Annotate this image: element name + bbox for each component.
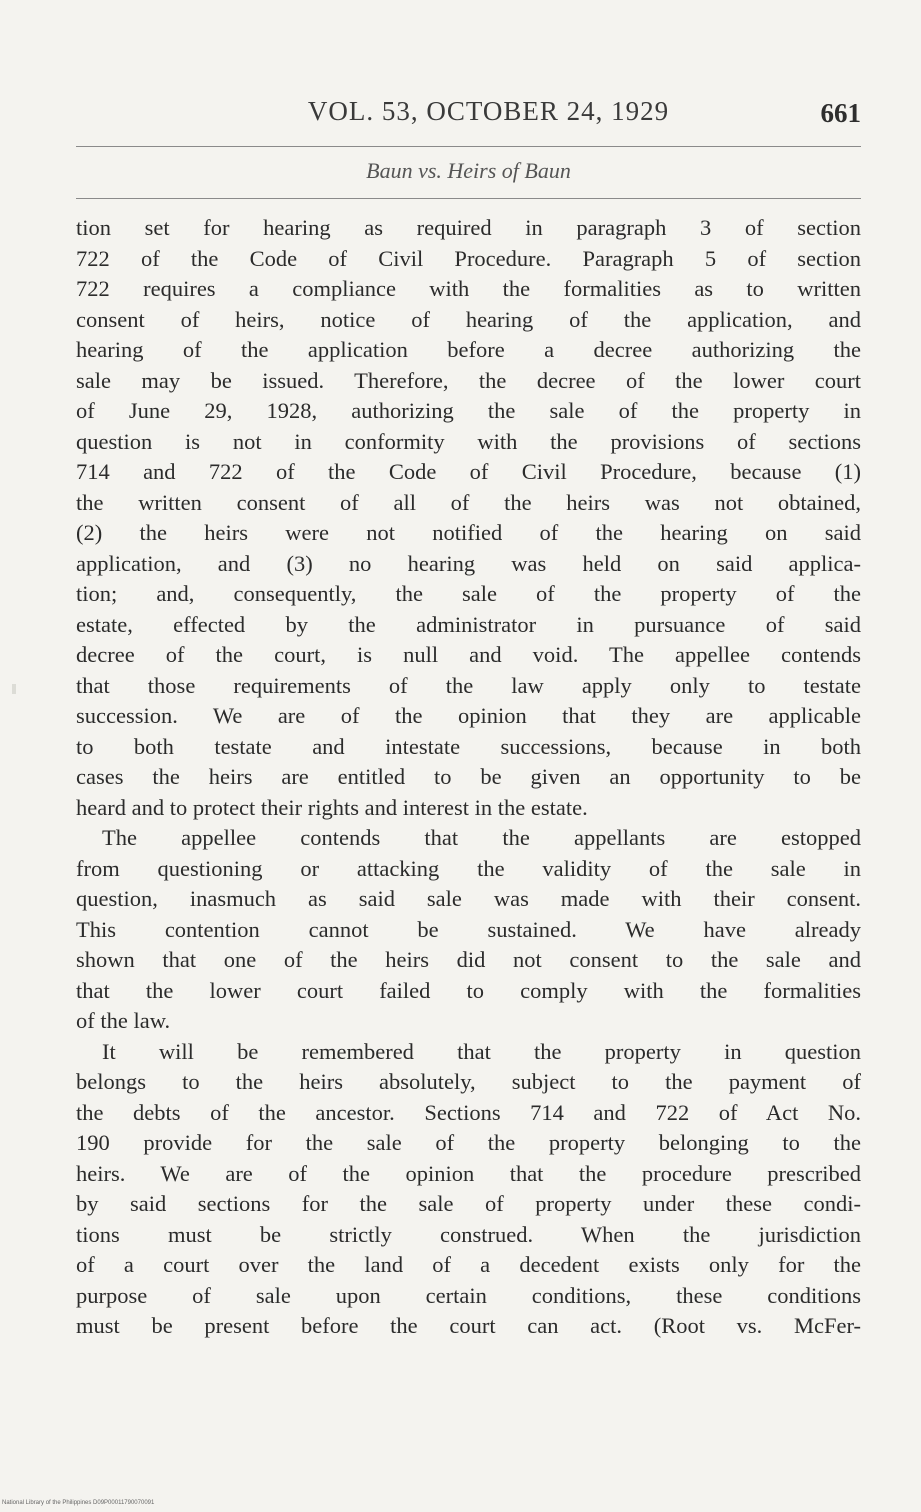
paragraph-start-line: The appellee contends that the appellants are estopped — [102, 825, 861, 850]
text-line: application, and (3) no hearing was held on said applica- — [76, 550, 861, 576]
scan-speck — [12, 684, 16, 694]
header-rule-top — [76, 146, 861, 147]
text-line: 722 requires a compliance with the formalities as to written — [76, 276, 861, 301]
text-line: the debts of the ancestor. Sections 714 and 722 of Act No. — [76, 1099, 861, 1125]
text-line: belongs to the heirs absolutely, subject to the payment of — [76, 1069, 861, 1094]
text-line: cases the heirs are entitled to be given an opportunity to be — [76, 764, 861, 789]
case-title: Baun vs. Heirs of Baun — [366, 158, 571, 183]
text-line: tions must be strictly construed. When the jurisdiction — [76, 1221, 861, 1247]
text-line: the written consent of all of the heirs was not obtained, — [76, 489, 861, 515]
text-line: tion set for hearing as required in paragraph 3 of section — [76, 215, 861, 240]
page-number: 661 — [820, 98, 861, 128]
paragraph-end-line: of the law. — [76, 1008, 171, 1033]
text-line: question is not in conformity with the provisions of sections — [76, 428, 861, 454]
text-line: shown that one of the heirs did not consent to the sale and — [76, 947, 861, 972]
text-line: from questioning or attacking the validity of the sale in — [76, 855, 861, 881]
text-line: that those requirements of the law apply only to testate — [76, 672, 861, 698]
paragraph-start-line: It will be remembered that the property in question — [102, 1038, 861, 1064]
text-line: succession. We are of the opinion that they are applicable — [76, 703, 861, 728]
text-line: consent of heirs, notice of hearing of the application, and — [76, 306, 861, 332]
text-line: sale may be issued. Therefore, the decree of the lower court — [76, 367, 861, 393]
paragraph-end-line: heard and to protect their rights and interest in the estate. — [76, 794, 588, 820]
text-line: that the lower court failed to comply with the formalities — [76, 977, 861, 1003]
text-line: purpose of sale upon certain conditions, these conditions — [76, 1282, 861, 1308]
volume-date-heading: VOL. 53, OCTOBER 24, 1929 — [307, 96, 670, 126]
text-line: This contention cannot be sustained. We have already — [76, 916, 861, 942]
text-line: of June 29, 1928, authorizing the sale of the property in — [76, 398, 861, 423]
text-line: tion; and, consequently, the sale of the property of the — [76, 581, 861, 606]
text-line: hearing of the application before a decree authorizing the — [76, 337, 861, 362]
text-line: 190 provide for the sale of the property belonging to the — [76, 1130, 861, 1155]
body-text — [76, 213, 861, 1342]
text-line: by said sections for the sale of property under these condi- — [76, 1191, 861, 1216]
header-rule-bottom — [76, 198, 861, 199]
text-line: 714 and 722 of the Code of Civil Procedure, because (1) — [76, 459, 861, 484]
text-line: to both testate and intestate successions, because in both — [76, 733, 861, 759]
scan-footer-note: National Library of the Philippines D09P00011790070091 — [2, 1500, 155, 1506]
text-line: of a court over the land of a decedent exists only for the — [76, 1252, 861, 1277]
text-line: (2) the heirs were not notified of the hearing on said — [76, 520, 861, 545]
text-line: estate, effected by the administrator in pursuance of said — [76, 611, 861, 637]
running-head — [76, 96, 861, 140]
text-line: question, inasmuch as said sale was made with their consent. — [76, 886, 861, 911]
text-line: must be present before the court can act. (Root vs. McFer- — [76, 1313, 861, 1338]
text-line: heirs. We are of the opinion that the procedure prescribed — [76, 1160, 861, 1186]
text-line: 722 of the Code of Civil Procedure. Paragraph 5 of section — [76, 245, 861, 271]
text-line: decree of the court, is null and void. The appellee contends — [76, 642, 861, 667]
